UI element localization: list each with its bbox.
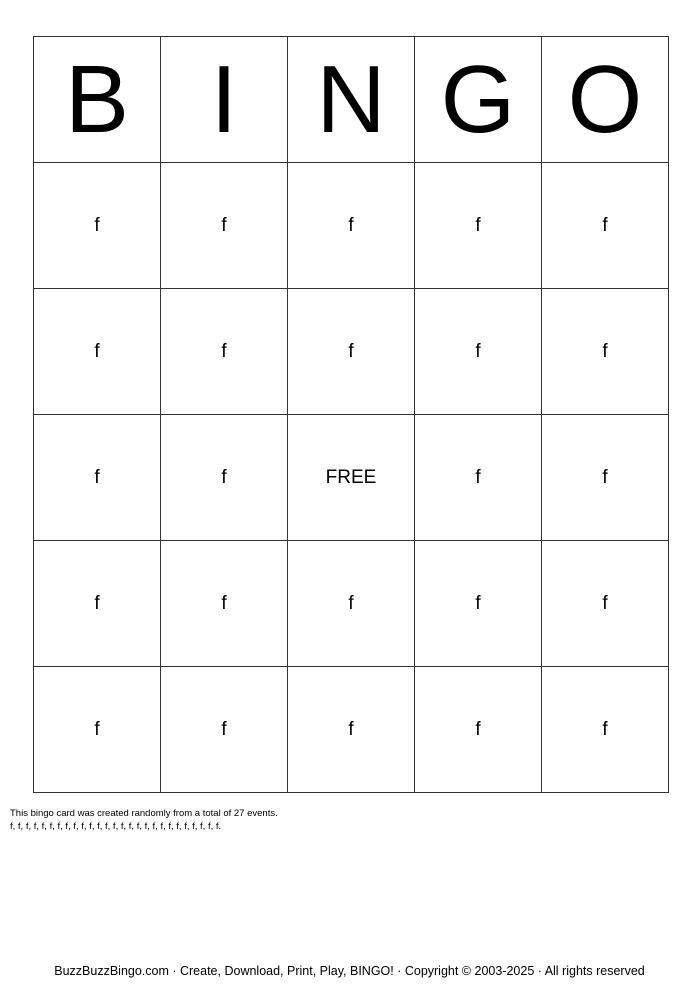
header-letter-g: G: [415, 37, 542, 163]
bingo-cell: f: [288, 667, 415, 793]
bingo-cell: f: [34, 667, 161, 793]
bingo-row: [34, 541, 669, 667]
bingo-cell: f: [161, 289, 288, 415]
bingo-cell: f: [288, 289, 415, 415]
bingo-cell: f: [161, 541, 288, 667]
header-letter-i: I: [161, 37, 288, 163]
bingo-cell: f: [288, 163, 415, 289]
header-letter-o: O: [542, 37, 669, 163]
bingo-cell: f: [542, 289, 669, 415]
page-footer: BuzzBuzzBingo.com · Create, Download, Print, Play, BINGO! · Copyright © 2003-2025 · All rights reserved: [54, 964, 645, 978]
bingo-cell: f: [34, 163, 161, 289]
bingo-cell: f: [34, 541, 161, 667]
bingo-cell: f: [161, 415, 288, 541]
bingo-header-row: [34, 37, 669, 163]
bingo-cell: f: [415, 289, 542, 415]
bingo-cell: f: [542, 541, 669, 667]
card-note: [10, 807, 278, 833]
bingo-cell: f: [415, 667, 542, 793]
bingo-cell: f: [542, 163, 669, 289]
bingo-cell: f: [415, 415, 542, 541]
bingo-cell: f: [34, 415, 161, 541]
free-space-cell: FREE: [288, 415, 415, 541]
bingo-row: [34, 667, 669, 793]
bingo-card: [33, 36, 669, 793]
bingo-row: [34, 415, 669, 541]
card-note-events: f, f, f, f, f, f, f, f, f, f, f, f, f, f, f, f, f, f, f, f, f, f, f, f, f, f, f.: [10, 821, 222, 832]
bingo-cell: f: [415, 163, 542, 289]
bingo-cell: f: [161, 163, 288, 289]
card-note-summary: This bingo card was created randomly from a total of 27 events.: [10, 808, 278, 819]
bingo-cell: f: [542, 667, 669, 793]
header-letter-n: N: [288, 37, 415, 163]
bingo-cell: f: [34, 289, 161, 415]
bingo-cell: f: [542, 415, 669, 541]
header-letter-b: B: [34, 37, 161, 163]
bingo-row: [34, 163, 669, 289]
bingo-cell: f: [161, 667, 288, 793]
bingo-cell: f: [288, 541, 415, 667]
bingo-row: [34, 289, 669, 415]
bingo-cell: f: [415, 541, 542, 667]
